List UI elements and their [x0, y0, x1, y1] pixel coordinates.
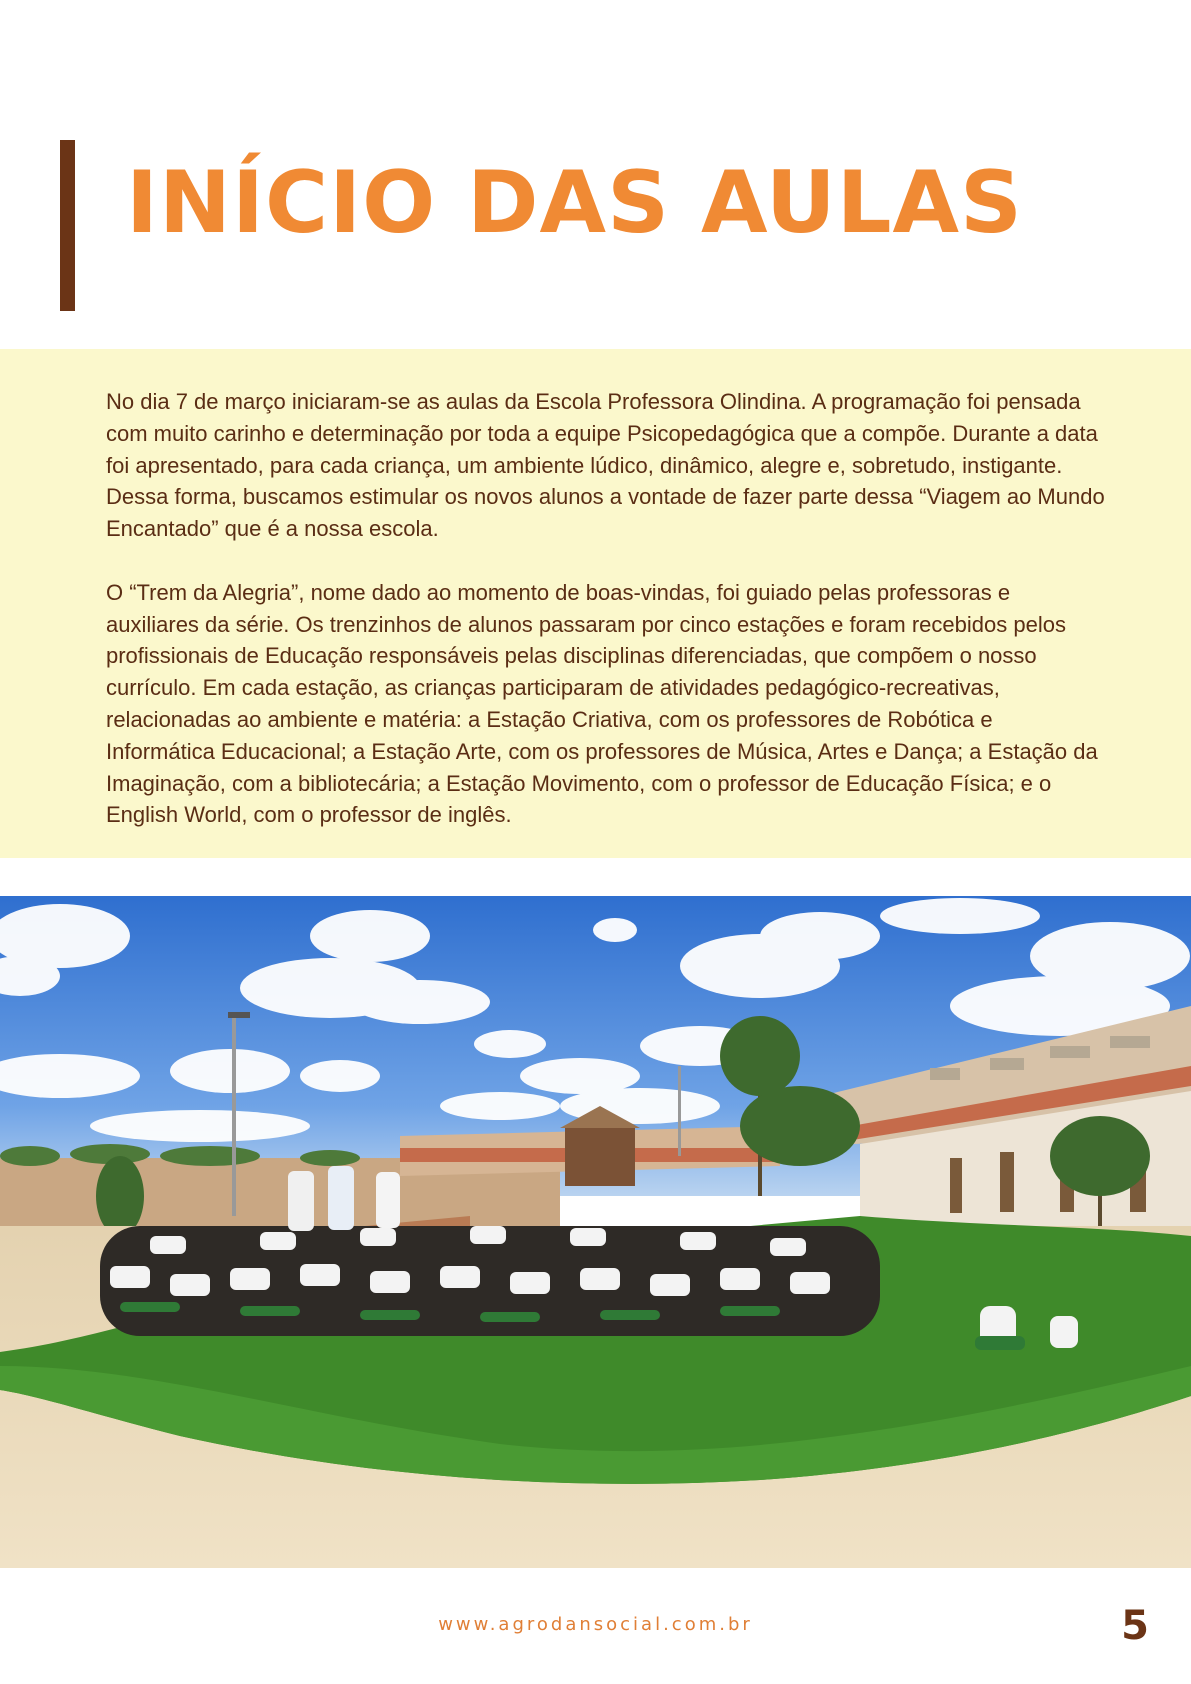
paragraph-1: No dia 7 de março iniciaram-se as aulas da Escola Professora Olindina. A programação foi pensada com muito carinho e determinação por toda a equipe Psicopedagógica que a compõe. Durante a data foi apresentado, para cada criança, um ambiente lúdico, dinâmico, alegre e, sobretudo, instigante. Dessa forma, buscamos estimular os novos alunos a vontade de fazer parte dessa “Viagem ao Mundo Encantado” que é a nossa escola.	[106, 389, 1105, 542]
page-number: 5	[1121, 1603, 1149, 1649]
title-accent-bar	[60, 140, 75, 311]
page-title: INÍCIO DAS AULAS	[126, 153, 1023, 253]
paragraph-2: O “Trem da Alegria”, nome dado ao momento de boas-vindas, foi guiado pelas professoras e auxiliares da série. Os trenzinhos de alunos passaram por cinco estações e foram recebidos pelos profissionais de Educação responsáveis pelas disciplinas diferenciadas, que compõem o nosso currículo. Em cada estação, as crianças participaram de atividades pedagógico-recreativas, relacionadas ao ambiente e matéria: a Estação Criativa, com os professores de Robótica e Informática Educacional; a Estação Arte, com os professores de Música, Artes e Dança; a Estação da Imaginação, com a bibliotecária; a Estação Movimento, com o professor de Educação Física; e o English World, com o professor de inglês.	[106, 579, 1098, 828]
article-body	[106, 386, 1106, 863]
footer-website: www.agrodansocial.com.br	[438, 1614, 753, 1635]
school-group-photo	[0, 896, 1191, 1568]
